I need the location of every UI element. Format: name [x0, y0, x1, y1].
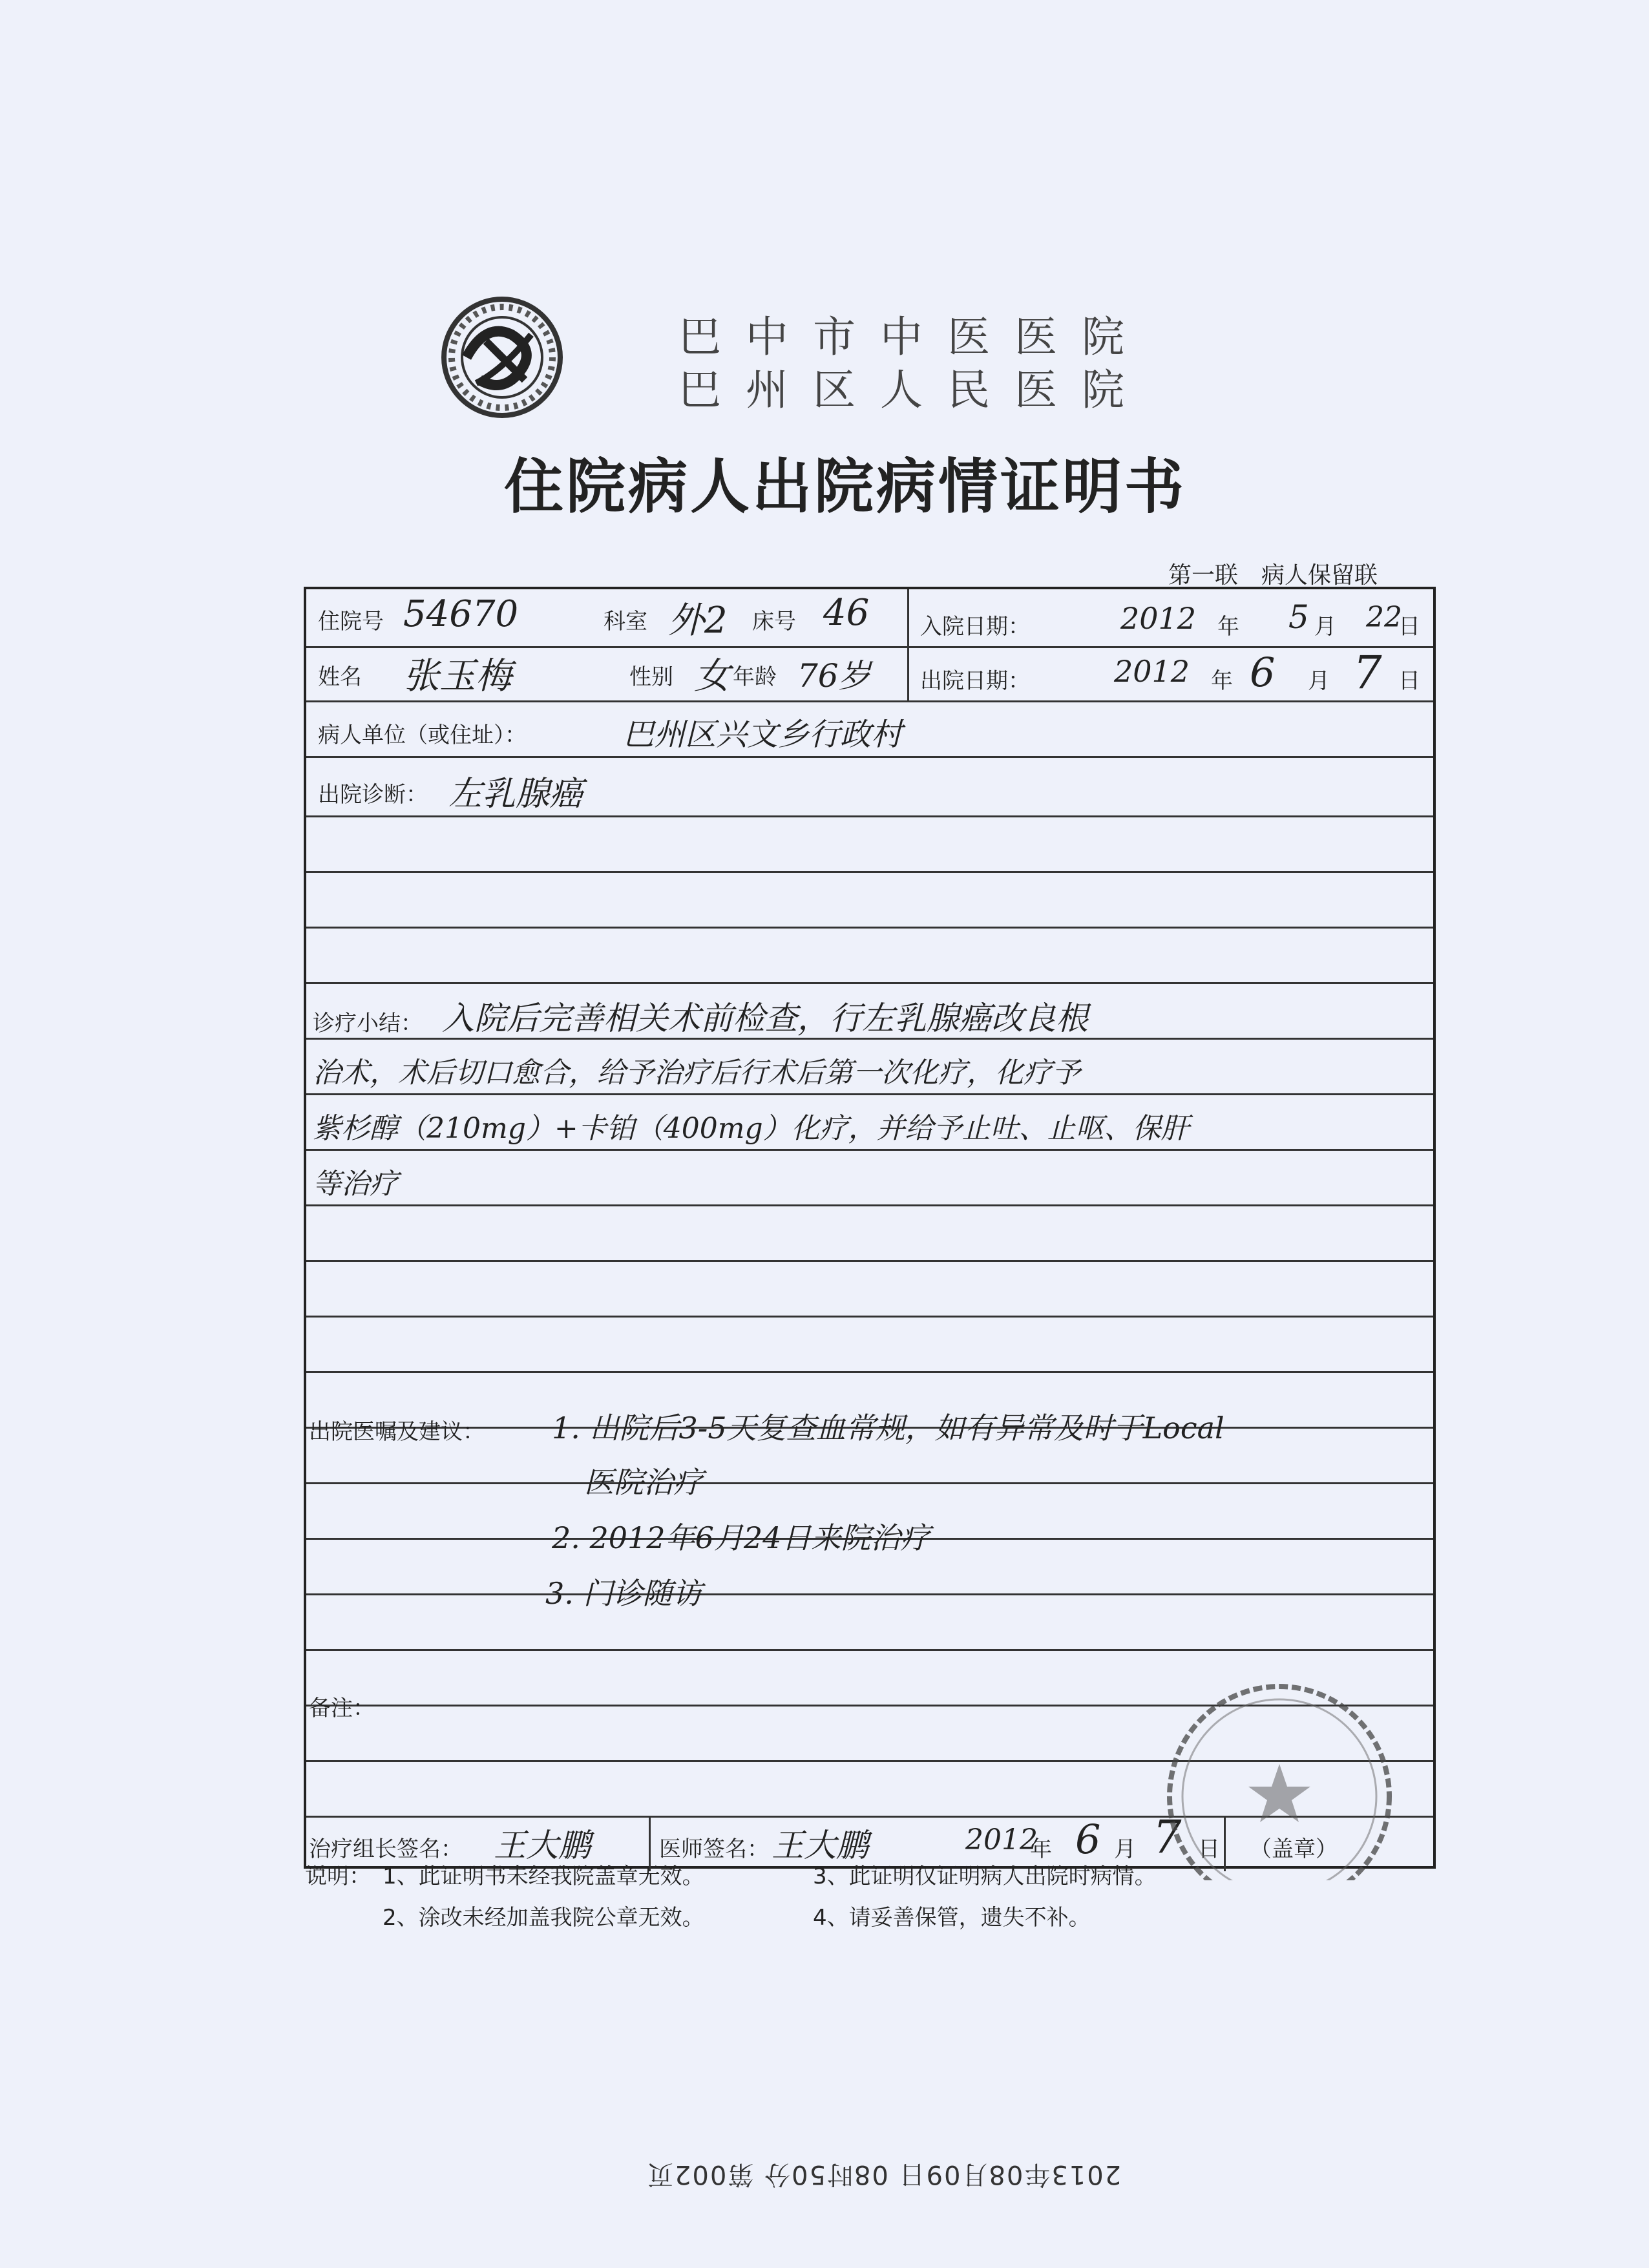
admit-day-unit: 日	[1398, 614, 1420, 640]
copy-note: 第一联 病人保留联	[1168, 562, 1378, 589]
row-divider	[306, 815, 1433, 817]
summary-line-2: 治术，术后切口愈合，给予治疗后行术后第一次化疗，化疗予	[313, 1056, 1080, 1089]
sign-year: 2012	[965, 1823, 1038, 1856]
summary-line-1: 入院后完善相关术前检查，行左乳腺癌改良根	[442, 1000, 1088, 1037]
document-title: 住院病人出院病情证明书	[504, 452, 1187, 521]
note-item-4: 4、请妥善保管，遗失不补。	[813, 1905, 1091, 1931]
row-divider	[306, 1482, 1433, 1484]
remarks-label: 备注：	[309, 1696, 375, 1721]
department-value: 外2	[668, 600, 728, 642]
row-divider	[306, 1093, 1433, 1095]
notes-prefix: 说明：	[305, 1864, 371, 1889]
column-divider	[907, 589, 909, 700]
address-label: 病人单位（或住址）：	[318, 722, 527, 748]
name-value: 张玉梅	[403, 655, 512, 697]
discharge-year: 2012	[1114, 654, 1190, 689]
official-seal	[1137, 1667, 1409, 1880]
advice-line-2: 医院治疗	[584, 1465, 703, 1500]
note-item-1: 1、此证明书未经我院盖章无效。	[383, 1864, 704, 1889]
print-timestamp-footer: 2013年08月09日 08时50分 第002页	[646, 2159, 1122, 2189]
sign-month-unit: 月	[1114, 1836, 1136, 1862]
admit-month: 5	[1288, 598, 1309, 636]
advice-line-1: 1. 出院后3-5天复查血常规，如有异常及时于Local	[552, 1411, 1224, 1445]
summary-label: 诊疗小结：	[313, 1011, 423, 1036]
admit-day: 22	[1366, 601, 1402, 634]
row-divider	[306, 982, 1433, 984]
hospital-name-1: 巴中市中医医院	[678, 312, 1149, 362]
sex-label: 性别	[629, 664, 673, 690]
row-divider	[306, 1260, 1433, 1262]
seal-label: （盖章）	[1250, 1836, 1338, 1862]
row-divider	[306, 1316, 1433, 1318]
admission-no-label: 住院号	[318, 609, 384, 635]
row-divider	[306, 1593, 1433, 1595]
advice-line-4: 3. 门诊随访	[545, 1576, 702, 1611]
row-divider	[306, 1649, 1433, 1651]
discharge-date-label: 出院日期：	[920, 668, 1030, 694]
team-leader-value: 王大鹏	[494, 1827, 591, 1864]
discharge-day-unit: 日	[1398, 668, 1420, 694]
row-divider	[306, 927, 1433, 929]
hospital-name-2: 巴州区人民医院	[678, 365, 1149, 415]
note-item-2: 2、涂改未经加盖我院公章无效。	[383, 1905, 704, 1931]
note-item-3: 3、此证明仅证明病人出院时病情。	[813, 1864, 1157, 1889]
advice-line-3: 2. 2012年6月24日来院治疗	[552, 1520, 930, 1555]
name-label: 姓名	[318, 664, 362, 690]
diagnosis-label: 出院诊断：	[318, 782, 428, 808]
admit-year: 2012	[1120, 601, 1197, 636]
discharge-year-unit: 年	[1211, 668, 1233, 694]
admit-year-unit: 年	[1217, 614, 1239, 640]
row-divider	[306, 1149, 1433, 1151]
row-divider	[306, 1204, 1433, 1206]
admit-month-unit: 月	[1314, 614, 1336, 640]
hospital-logo	[441, 296, 563, 419]
doctor-label: 医师签名：	[659, 1836, 769, 1862]
admit-date-label: 入院日期：	[920, 614, 1030, 640]
bed-no-label: 床号	[752, 609, 796, 635]
row-divider	[306, 1371, 1433, 1373]
row-divider	[306, 756, 1433, 758]
admission-no-value: 54670	[403, 593, 519, 635]
address-value: 巴州区兴文乡行政村	[623, 717, 903, 753]
row-divider	[306, 871, 1433, 873]
bed-no-value: 46	[823, 592, 870, 634]
doctor-value: 王大鹏	[772, 1827, 868, 1864]
team-leader-label: 治疗组长签名：	[309, 1836, 463, 1862]
sign-day: 7	[1153, 1811, 1182, 1864]
department-label: 科室	[604, 609, 647, 635]
summary-line-4: 等治疗	[313, 1168, 398, 1201]
diagnosis-value: 左乳腺癌	[448, 775, 583, 814]
sign-day-unit: 日	[1198, 1836, 1220, 1862]
sign-month: 6	[1075, 1816, 1101, 1863]
discharge-month: 6	[1250, 649, 1276, 696]
summary-line-3: 紫杉醇（210mg）+卡铂（400mg）化疗，并给予止吐、止呕、保肝	[313, 1112, 1190, 1145]
row-divider	[306, 700, 1433, 702]
sign-year-unit: 年	[1030, 1836, 1052, 1862]
advice-label: 出院医嘱及建议：	[309, 1419, 485, 1445]
discharge-month-unit: 月	[1308, 668, 1330, 694]
age-value: 76岁	[797, 657, 871, 695]
age-label: 年龄	[733, 664, 777, 690]
sex-value: 女	[694, 655, 730, 697]
discharge-day: 7	[1353, 646, 1382, 699]
